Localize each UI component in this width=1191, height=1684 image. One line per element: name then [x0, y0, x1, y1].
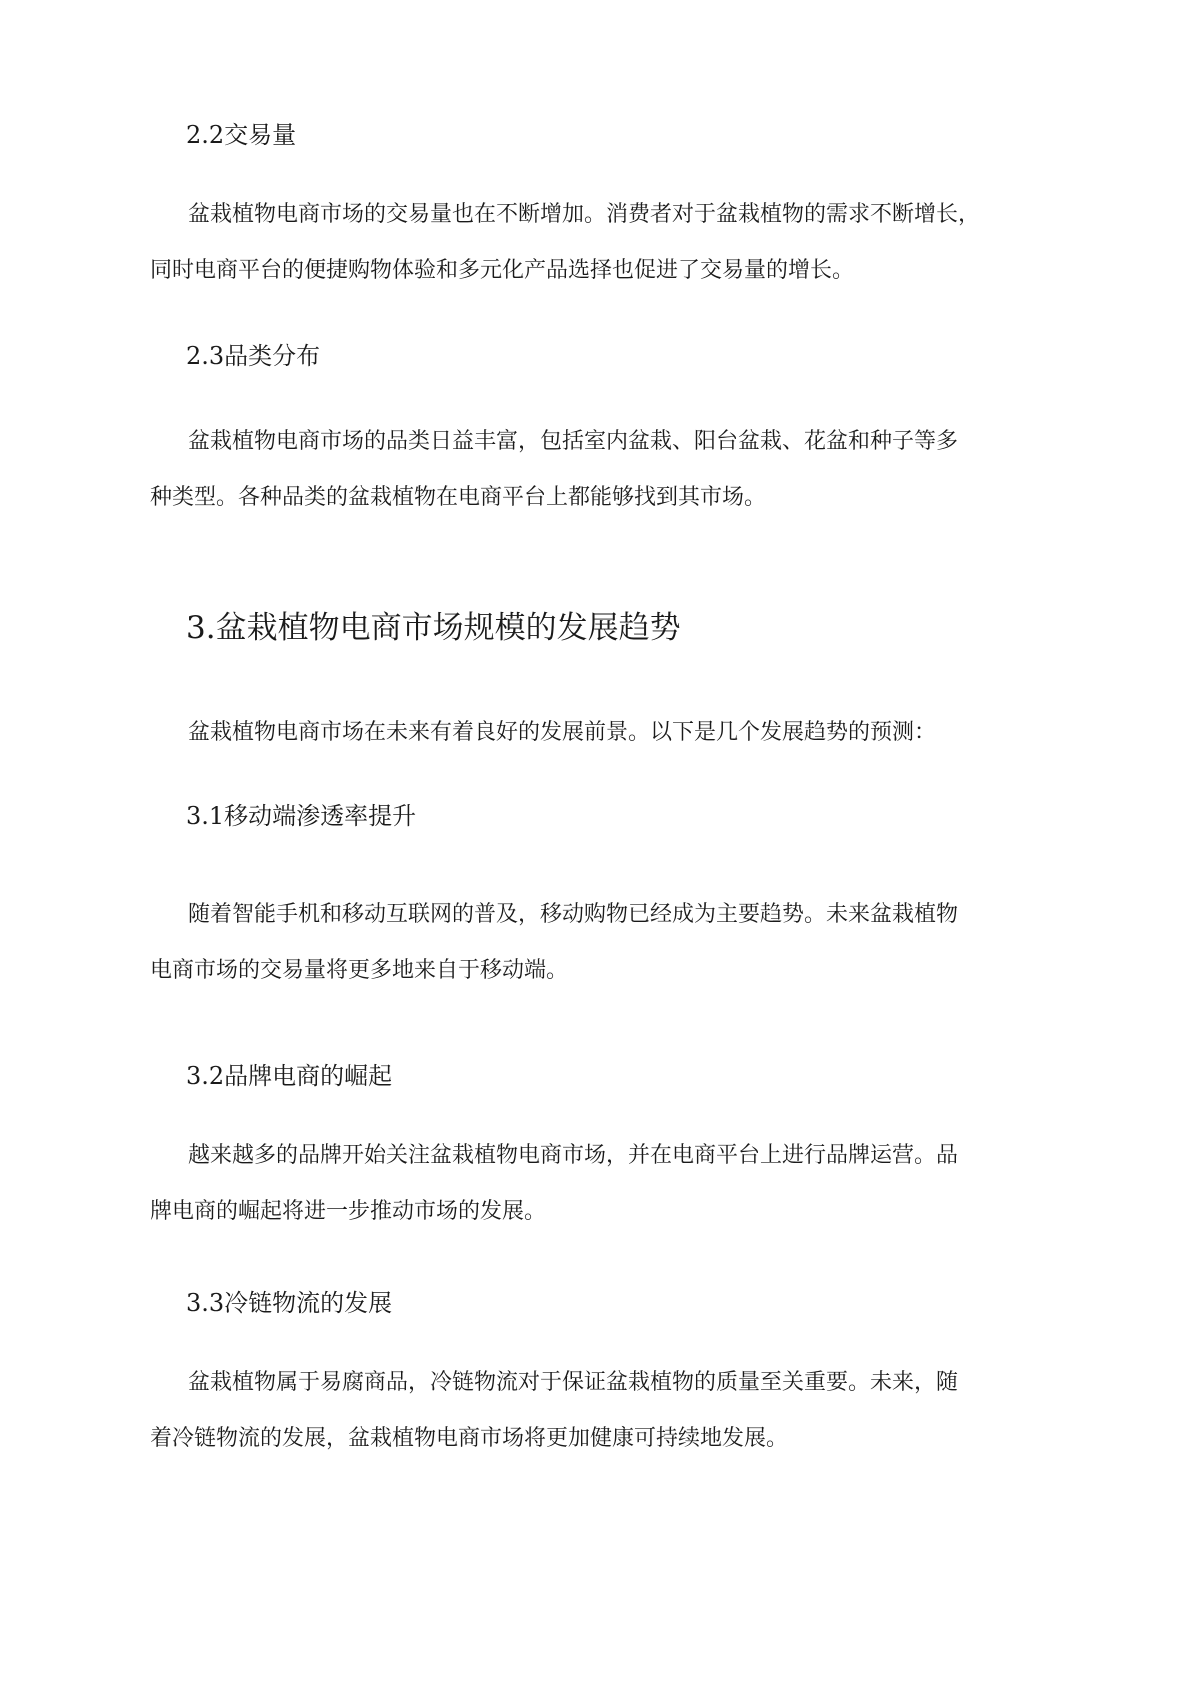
- section-3-2-heading: 3.2品牌电商的崛起: [186, 1062, 393, 1090]
- section-2-2-heading: 2.2交易量: [186, 121, 297, 149]
- paragraph-line: 盆栽植物电商市场的品类日益丰富，包括室内盆栽、阳台盆栽、花盆和种子等多: [188, 429, 959, 454]
- paragraph-line: 着冷链物流的发展，盆栽植物电商市场将更加健康可持续地发展。: [150, 1426, 789, 1451]
- paragraph-line: 盆栽植物电商市场在未来有着良好的发展前景。以下是几个发展趋势的预测：: [188, 720, 937, 745]
- section-3-3-paragraph: [0, 1368, 1191, 1451]
- section-3-2-paragraph: [0, 1141, 1191, 1224]
- section-2-3-heading: 2.3品类分布: [186, 342, 321, 370]
- section-2-3-paragraph: [0, 427, 1191, 510]
- section-2-2-paragraph: [0, 200, 1191, 283]
- section-3-3-heading: 3.3冷链物流的发展: [186, 1289, 393, 1317]
- paragraph-line: 越来越多的品牌开始关注盆栽植物电商市场，并在电商平台上进行品牌运营。品: [188, 1143, 959, 1168]
- paragraph-line: 盆栽植物属于易腐商品，冷链物流对于保证盆栽植物的质量至关重要。未来，随: [188, 1370, 959, 1395]
- paragraph-line: 盆栽植物电商市场的交易量也在不断增加。消费者对于盆栽植物的需求不断增长，: [188, 202, 981, 227]
- section-3-1-paragraph: [0, 900, 1191, 983]
- paragraph-line: 牌电商的崛起将进一步推动市场的发展。: [150, 1199, 547, 1224]
- section-3-1-heading: 3.1移动端渗透率提升: [186, 802, 417, 830]
- paragraph-line: 随着智能手机和移动互联网的普及，移动购物已经成为主要趋势。未来盆栽植物: [188, 902, 959, 927]
- paragraph-line: 同时电商平台的便捷购物体验和多元化产品选择也促进了交易量的增长。: [150, 258, 855, 283]
- paragraph-line: 种类型。各种品类的盆栽植物在电商平台上都能够找到其市场。: [150, 485, 767, 510]
- paragraph-line: 电商市场的交易量将更多地来自于移动端。: [150, 958, 569, 983]
- section-3-heading: 3.盆栽植物电商市场规模的发展趋势: [186, 610, 681, 646]
